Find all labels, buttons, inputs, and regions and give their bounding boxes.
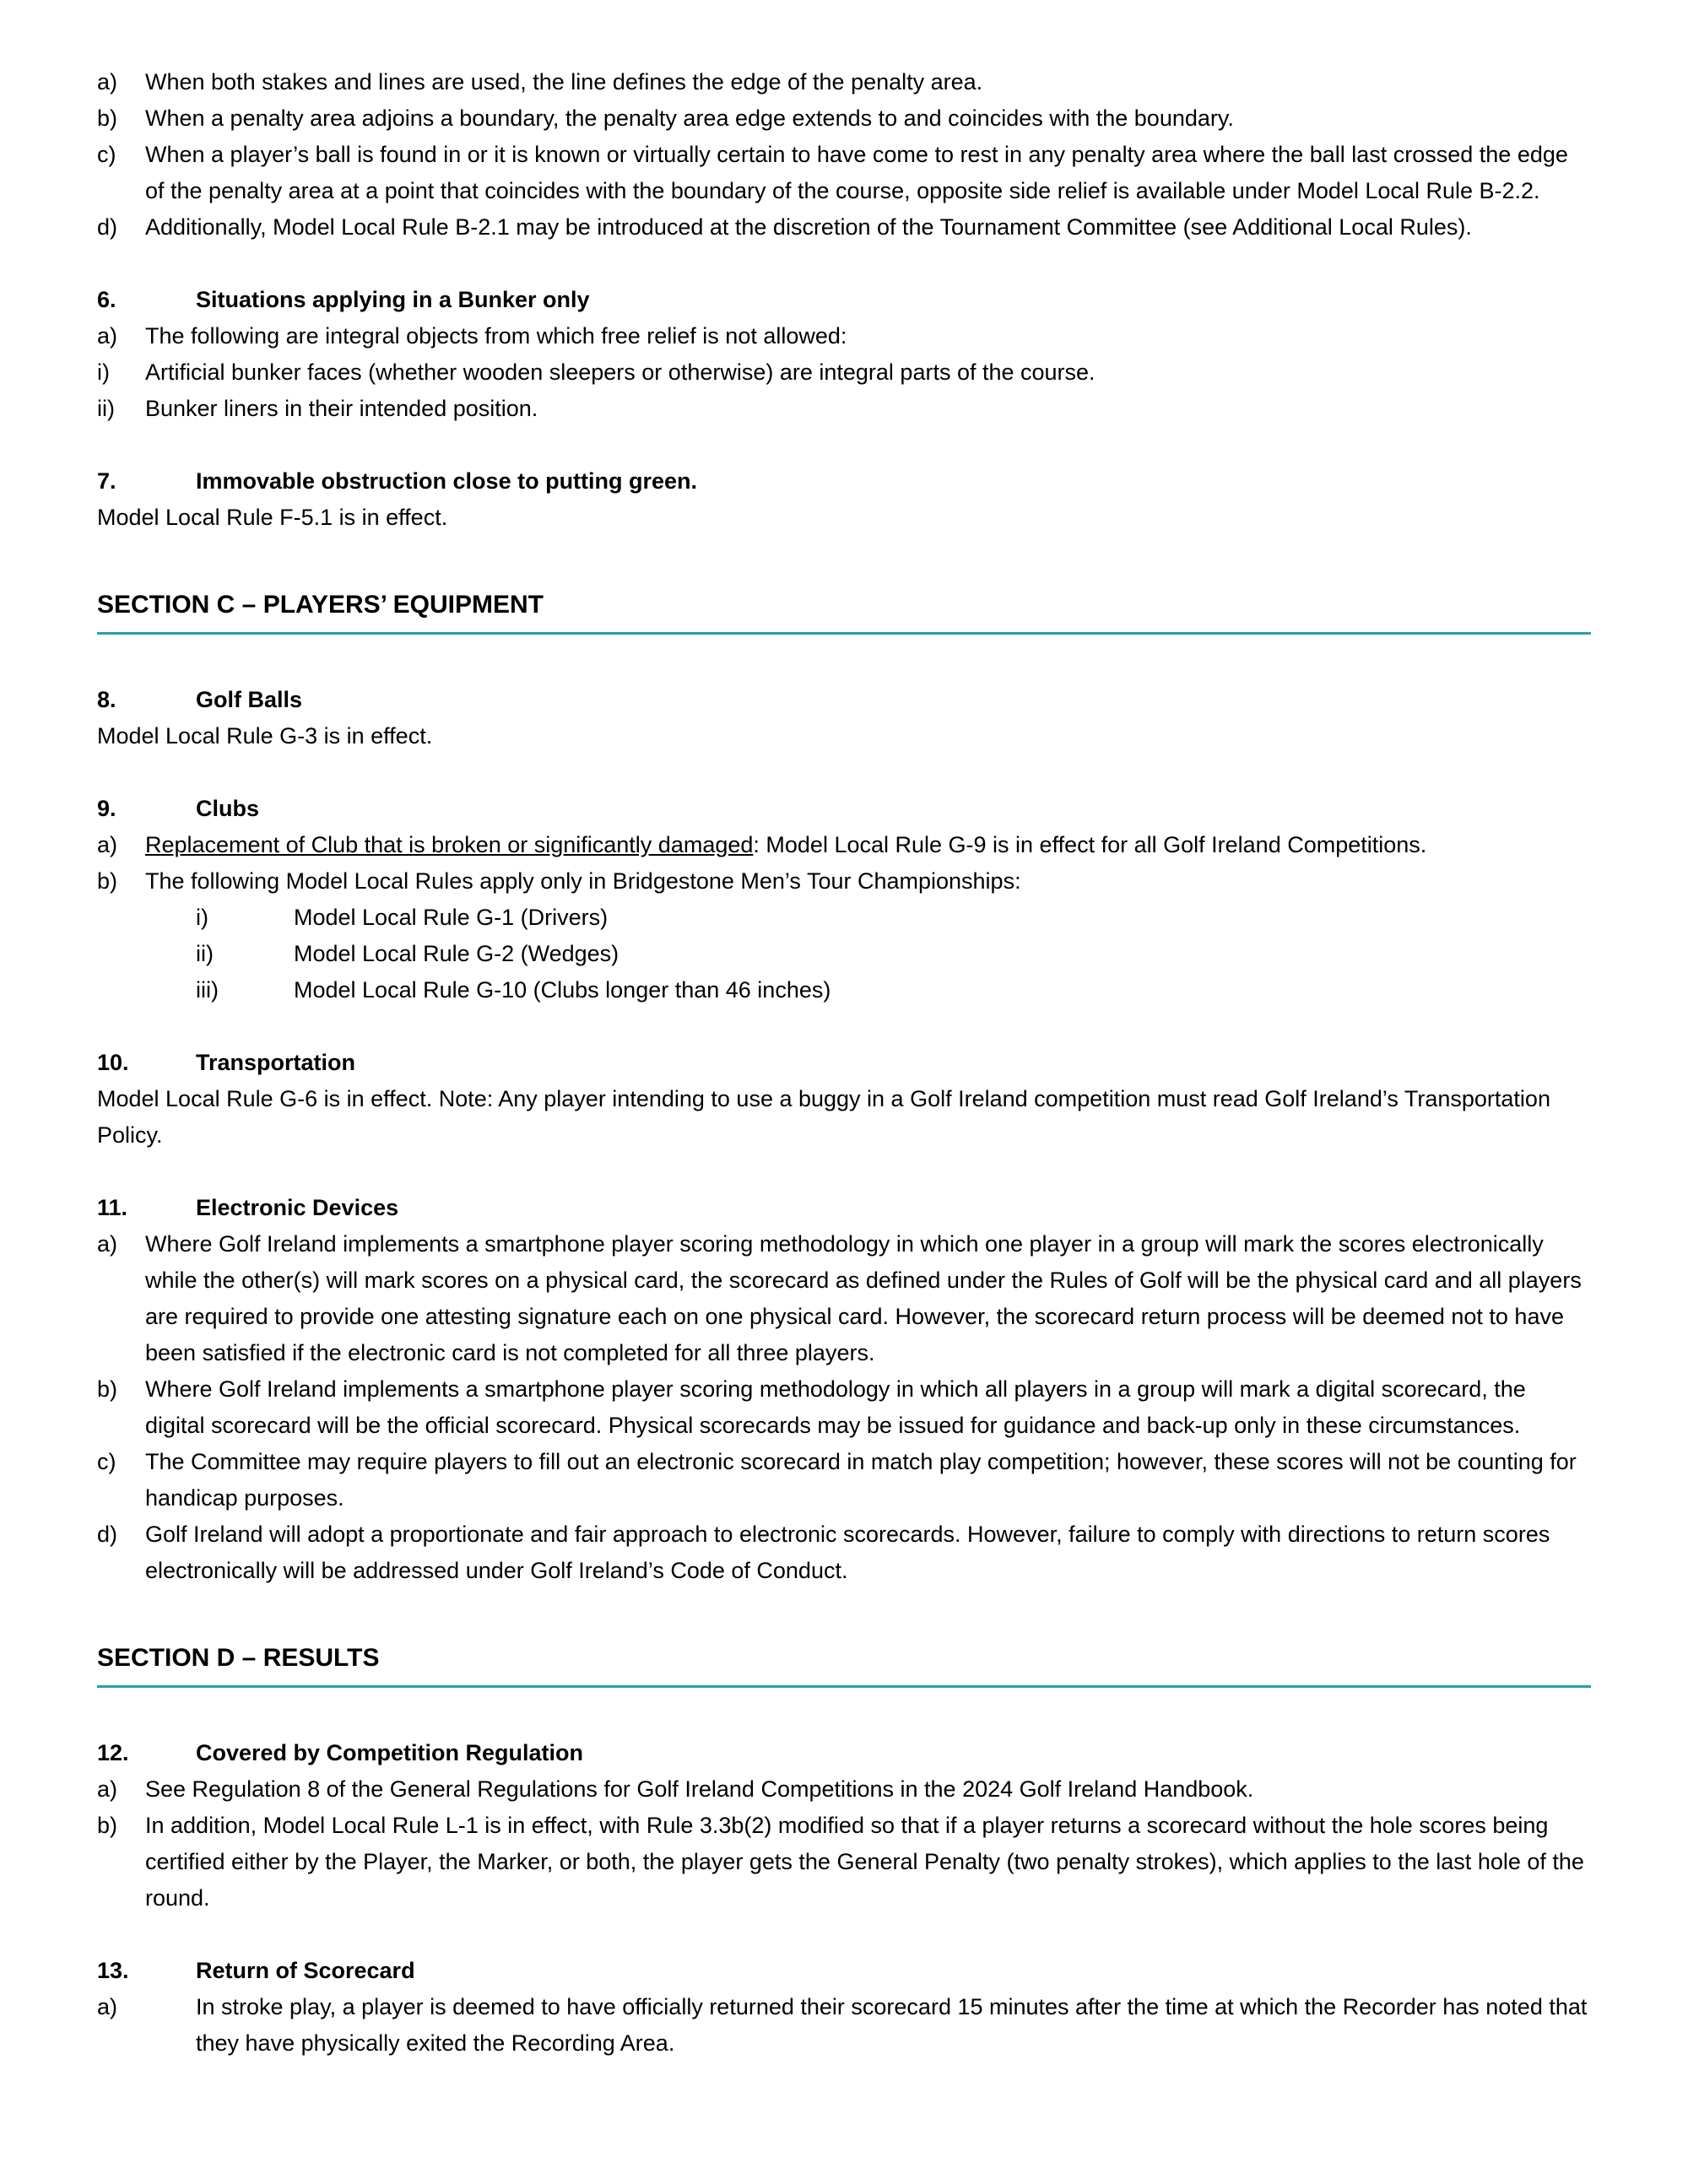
list-item (97, 1516, 1591, 1589)
list-item (97, 354, 1591, 391)
list-item-text: Model Local Rule G-10 (Clubs longer than 46 inches) (294, 977, 831, 1003)
list-item-label: a) (97, 1994, 118, 2019)
list-item-label: d) (97, 214, 118, 240)
list-item (97, 1371, 1591, 1444)
list-item-label: i) (97, 359, 110, 385)
item-body: Model Local Rule G-3 is in effect. (97, 723, 433, 749)
item-number: 8. (97, 687, 116, 712)
item-number: 13. (97, 1958, 129, 1983)
section-title: SECTION D – RESULTS (97, 1644, 380, 1672)
item-heading (97, 1045, 1591, 1081)
item-body: Model Local Rule F-5.1 is in effect. (97, 505, 448, 530)
list-item-text: Model Local Rule G-1 (Drivers) (294, 905, 609, 930)
item-13-return-of-scorecard (97, 1953, 1591, 2062)
item-8-golf-balls (97, 682, 1591, 754)
list-item (97, 1808, 1591, 1916)
section-title: SECTION C – PLAYERS’ EQUIPMENT (97, 591, 544, 619)
item-10-transportation (97, 1045, 1591, 1154)
list-item-label: b) (97, 868, 118, 894)
item-heading (97, 682, 1591, 718)
item-heading (97, 1953, 1591, 1989)
list-item-text: When a penalty area adjoins a boundary, the penalty area edge extends to and coincides with the boundary. (145, 105, 1234, 131)
underlined-lead-text: Replacement of Club that is broken or significantly damaged (145, 832, 754, 857)
item-6-bunker (97, 282, 1591, 427)
list-item-text: Where Golf Ireland implements a smartphone player scoring methodology in which all players in a group will mark a digital scorecard, the digital scorecard will be the official scorecard. Physical scorecards may be issued for guidance and back-up only in these circumstances. (145, 1376, 1526, 1438)
item-number: 12. (97, 1740, 129, 1765)
list-item-text: When both stakes and lines are used, the line defines the edge of the penalty area. (145, 69, 983, 95)
list-item-text: Additionally, Model Local Rule B-2.1 may be introduced at the discretion of the Tournament Committee (see Additional Local Rules). (145, 214, 1472, 240)
sub-list-item (196, 936, 1591, 972)
item-heading (97, 463, 1591, 500)
item-title: Transportation (196, 1050, 356, 1075)
item-title: Electronic Devices (196, 1195, 399, 1220)
item-number: 11. (97, 1195, 128, 1220)
list-item (97, 64, 1591, 100)
list-item-label: i) (196, 905, 208, 930)
list-item (97, 1444, 1591, 1516)
list-item (97, 318, 1591, 354)
sub-list-item (196, 900, 1591, 936)
item-11-electronic-devices (97, 1190, 1591, 1589)
item-7-immovable-obstruction (97, 463, 1591, 536)
item-heading (97, 282, 1591, 318)
list-item (97, 209, 1591, 246)
item-title: Situations applying in a Bunker only (196, 287, 590, 312)
list-item (97, 1226, 1591, 1371)
list-item-label: b) (97, 1376, 118, 1402)
penalty-area-list (97, 64, 1591, 246)
list-item (97, 863, 1591, 900)
list-item-label: d) (97, 1522, 118, 1547)
section-c-heading (97, 588, 1591, 635)
list-item-label: a) (97, 1776, 118, 1802)
list-item-label: ii) (196, 941, 214, 966)
list-item-text: In addition, Model Local Rule L-1 is in effect, with Rule 3.3b(2) modified so that if a player returns a scorecard without the hole scores being certified either by the Player, the Marker, or both, the player gets the General Penalty (two penalty strokes), which applies to the last hole of the round. (145, 1813, 1584, 1911)
item-title: Return of Scorecard (196, 1958, 415, 1983)
list-item-text: The following Model Local Rules apply only in Bridgestone Men’s Tour Championships: (145, 868, 1021, 894)
list-item-text: See Regulation 8 of the General Regulations for Golf Ireland Competitions in the 2024 Golf Ireland Handbook. (145, 1776, 1254, 1802)
list-item-label: b) (97, 1813, 118, 1838)
item-9-clubs (97, 791, 1591, 1008)
list-item-text: Bunker liners in their intended position. (145, 396, 538, 421)
list-item (97, 1771, 1591, 1808)
list-item-text: When a player’s ball is found in or it is known or virtually certain to have come to rest in any penalty area where the ball last crossed the edge of the penalty area at a point that coincides with the boundary of the course, opposite side relief is available under Model Local Rule B-2.2. (145, 142, 1568, 203)
item-heading (97, 1190, 1591, 1226)
list-item-label: c) (97, 142, 116, 167)
list-item-text: The following are integral objects from which free relief is not allowed: (145, 323, 847, 349)
item-title: Covered by Competition Regulation (196, 1740, 584, 1765)
list-item-text: Where Golf Ireland implements a smartphone player scoring methodology in which one player in a group will mark the scores electronically while the other(s) will mark scores on a physical card, the scorecard as defined under the Rules of Golf will be the physical card and all players are required to provide one attesting signature each on one physical card. However, the scorecard return process will be deemed not to have been satisfied if the electronic card is not completed for all three players. (145, 1231, 1582, 1365)
list-item-label: iii) (196, 977, 219, 1003)
list-item-label: a) (97, 323, 118, 349)
item-title: Clubs (196, 796, 260, 821)
list-item-label: c) (97, 1449, 116, 1474)
list-item-label: a) (97, 1231, 118, 1257)
list-item-label: a) (97, 69, 118, 95)
list-item-text: Golf Ireland will adopt a proportionate and fair approach to electronic scorecards. However, failure to comply with directions to return scores electronically will be addressed under Golf Ireland’s Code of Conduct. (145, 1522, 1550, 1583)
list-item-text: The Committee may require players to fill out an electronic scorecard in match play competition; however, these scores will not be counting for handicap purposes. (145, 1449, 1577, 1511)
list-item-text-rest: : Model Local Rule G-9 is in effect for all Golf Ireland Competitions. (753, 832, 1427, 857)
item-number: 10. (97, 1050, 129, 1075)
list-item-text (145, 827, 1591, 863)
list-item-text: Artificial bunker faces (whether wooden sleepers or otherwise) are integral parts of the course. (145, 359, 1096, 385)
item-body: Model Local Rule G-6 is in effect. Note: Any player intending to use a buggy in a Golf Ireland competition must read Golf Ireland’s Transportation Policy. (97, 1086, 1550, 1148)
item-12-competition-regulation (97, 1735, 1591, 1916)
list-item-label: a) (97, 832, 118, 857)
item-heading (97, 1735, 1591, 1771)
list-item (97, 1989, 1591, 2062)
section-d-heading (97, 1641, 1591, 1688)
list-item (97, 827, 1591, 863)
list-item-label: ii) (97, 396, 115, 421)
list-item-text: In stroke play, a player is deemed to have officially returned their scorecard 15 minutes after the time at which the Recorder has noted that they have physically exited the Recording Area. (196, 1994, 1588, 2056)
item-heading (97, 791, 1591, 827)
list-item-text: Model Local Rule G-2 (Wedges) (294, 941, 619, 966)
item-title: Immovable obstruction close to putting green. (196, 468, 698, 494)
item-number: 7. (97, 468, 116, 494)
item-number: 6. (97, 287, 116, 312)
item-title: Golf Balls (196, 687, 303, 712)
list-item (97, 137, 1591, 209)
list-item-label: b) (97, 105, 118, 131)
list-item (97, 100, 1591, 137)
list-item (97, 391, 1591, 427)
item-number: 9. (97, 796, 116, 821)
sub-list-item (196, 972, 1591, 1008)
